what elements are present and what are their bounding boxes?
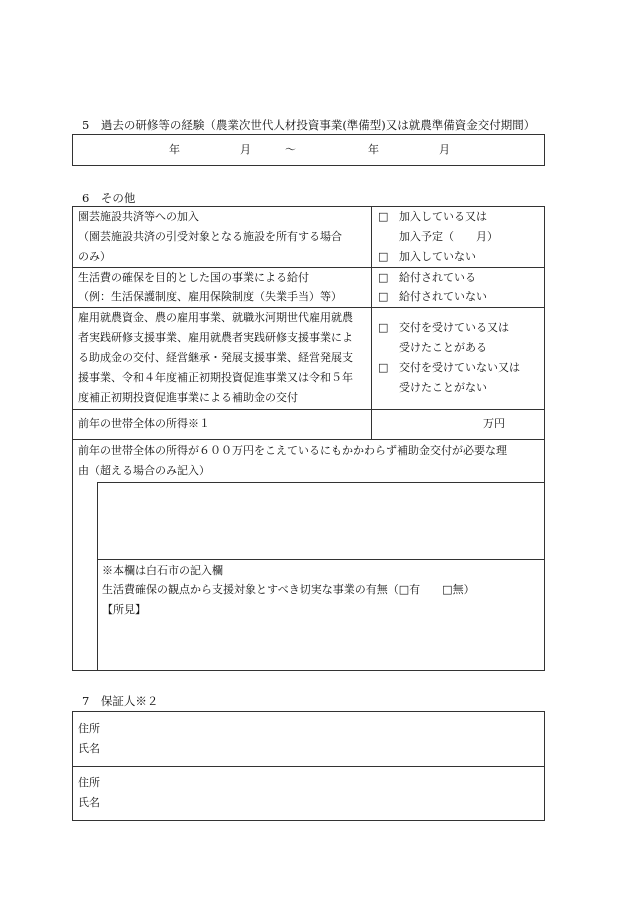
start-year-label: 年 <box>169 143 180 156</box>
tilde-separator: ～ <box>285 143 296 156</box>
row1-opt1-label2: 加入予定（ 月） <box>399 230 498 243</box>
row3-opt2-checkbox[interactable]: □ <box>378 361 389 374</box>
guarantor1-name-label: 氏名 <box>78 742 100 755</box>
prior-year-income-label: 前年の世帯全体の所得※１ <box>78 417 210 430</box>
row3-opt2-label2: 受けたことがない <box>399 381 487 394</box>
section5-heading: 5 過去の研修等の経験（農業次世代人材投資事業(準備型)又は就農準備資金交付期間） <box>82 118 536 132</box>
row1-opt1-checkbox[interactable]: □ <box>378 210 389 223</box>
section7-heading: 7 保証人※２ <box>82 694 159 708</box>
row2-label-line1: 生活費の確保を目的とした国の事業による給付 <box>78 271 309 284</box>
guarantor1-address-label: 住所 <box>78 722 100 735</box>
row3-opt1-checkbox[interactable]: □ <box>378 321 389 334</box>
row3-label-line4: 援事業、令和４年度補正初期投資促進事業又は令和５年 <box>78 371 353 384</box>
row3-opt1-label1: 交付を受けている又は <box>399 321 509 334</box>
row3-label-line3: る助成金の交付、経営継承・発展支援事業、経営発展支 <box>78 351 353 364</box>
row1-label-line1: 園芸施設共済等への加入 <box>78 210 199 223</box>
reason-label-line1: 前年の世帯全体の所得が６００万円をこえているにもかかわらず補助金交付が必要な理 <box>78 444 507 457</box>
income-unit-label: 万円 <box>483 417 505 430</box>
row2-label-line2: （例：生活保護制度、雇用保険制度（失業手当）等） <box>78 290 342 303</box>
reason-label-line2: 由（超える場合のみ記入） <box>78 464 210 477</box>
city-note: ※本欄は白石市の記入欄 <box>102 564 223 577</box>
row3-label-line2: 者実践研修支援事業、雇用就農者実践研修支援事業によ <box>78 331 353 344</box>
end-year-label: 年 <box>368 143 379 156</box>
city-findings-label: 【所見】 <box>102 603 146 616</box>
row3-label-line1: 雇用就農資金、農の雇用事業、就職氷河期世代雇用就農 <box>78 311 353 324</box>
row3-label-line5: 度補正初期投資促進事業による補助金の交付 <box>78 391 298 404</box>
training-period-box <box>72 134 545 166</box>
row2-opt1-checkbox[interactable]: □ <box>378 271 389 284</box>
row1-opt2-label: 加入していない <box>399 250 476 263</box>
row1-label-line3: のみ） <box>78 250 111 263</box>
section6-heading: 6 その他 <box>82 191 136 205</box>
row3-opt1-label2: 受けたことがある <box>399 341 487 354</box>
row1-opt1-label1: 加入している又は <box>399 210 487 223</box>
row1-label-line2: （園芸施設共済の引受対象となる施設を所有する場合 <box>78 230 342 243</box>
start-month-label: 月 <box>240 143 251 156</box>
row2-opt2-label: 給付されていない <box>399 290 487 303</box>
row1-opt2-checkbox[interactable]: □ <box>378 250 389 263</box>
reason-input-area[interactable] <box>98 483 544 559</box>
row2-opt1-label: 給付されている <box>399 271 476 284</box>
guarantor2-address-label: 住所 <box>78 776 100 789</box>
guarantor2-name-label: 氏名 <box>78 796 100 809</box>
city-support-question: 生活費確保の観点から支援対象とすべき切実な事業の有無（□有 □無） <box>102 583 475 596</box>
row3-opt2-label1: 交付を受けていない又は <box>399 361 520 374</box>
end-month-label: 月 <box>439 143 450 156</box>
row2-opt2-checkbox[interactable]: □ <box>378 290 389 303</box>
